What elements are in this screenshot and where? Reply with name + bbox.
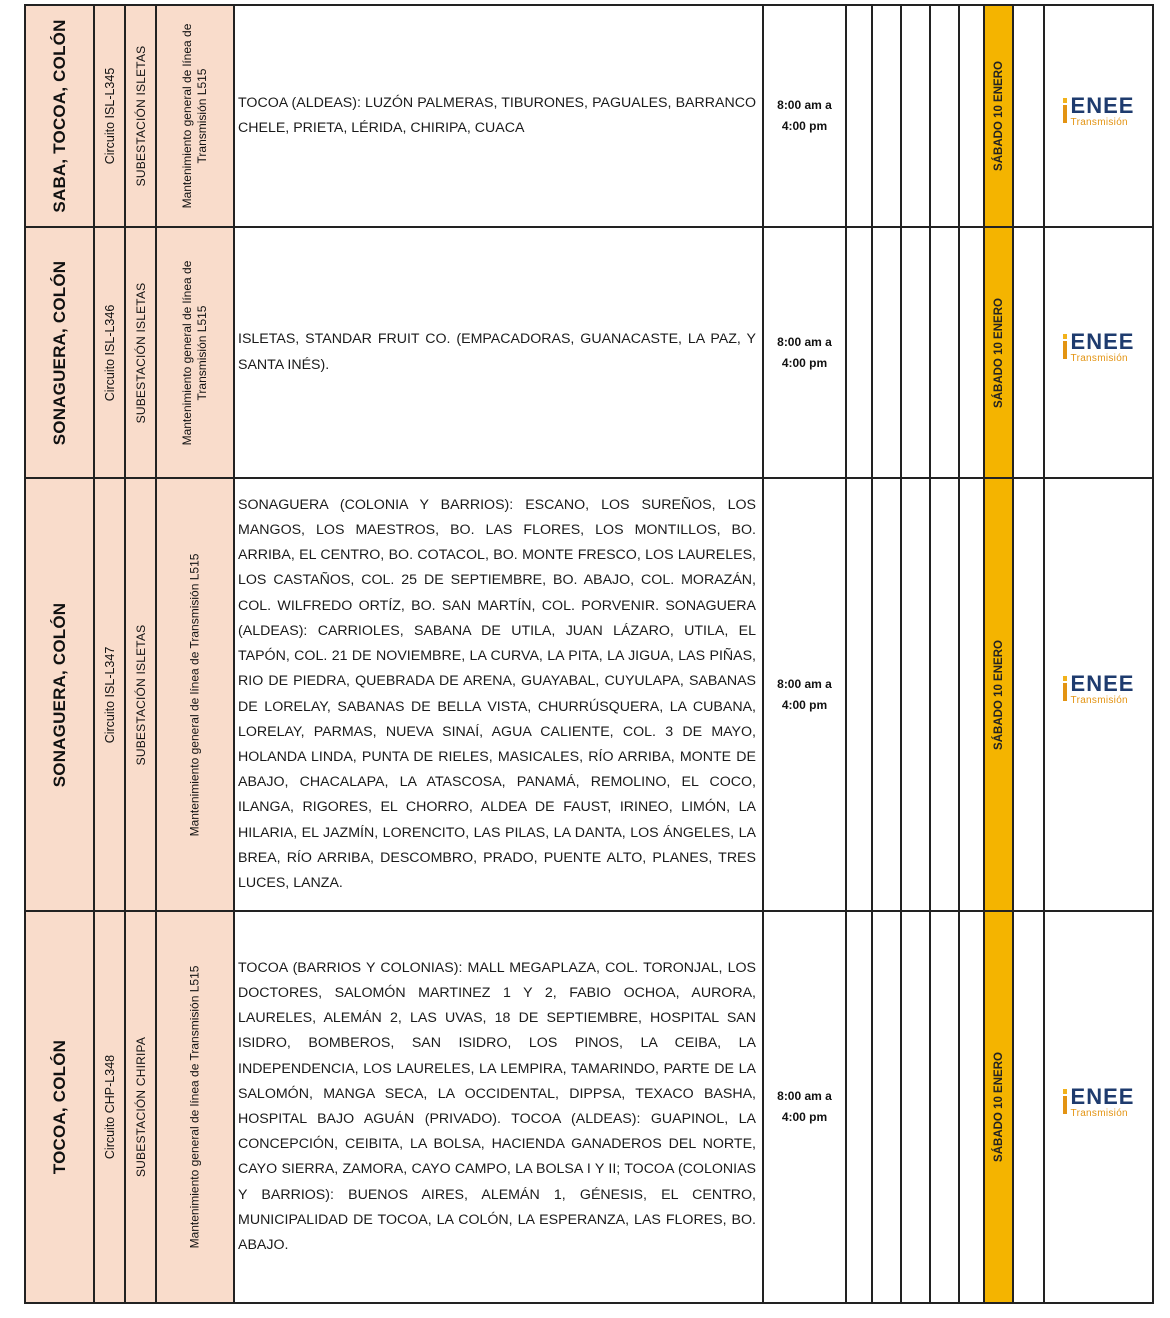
affected-sectors-text: SONAGUERA (COLONIA Y BARRIOS): ESCANO, LOS SUREÑOS, LOS MANGOS, LOS MAESTROS, BO. LAS FLORES, LOS MONTILLOS, BO. ARRIBA, EL CENTRO, BO. COTACOL, BO. MONTE FRESCO, LOS LAURELES, LOS CASTAÑOS, COL. 25 DE SEPTIEMBRE, BO. ABAJO, COL. MORAZÁN, COL. WILFREDO ORTÍZ, BO. SAN MARTÍN, COL. PORVENIR. SONAGUERA (ALDEAS): CARRIOLES, SABANA DE UTILA, JUAN LÁZARO, UTILA, EL TAPÓN, COL. 21 DE NOVIEMBRE, LA CURVA, LA PITA, LA JIGUA, LAS PIÑAS, RIO DE PIEDRA, QUEBRADA DE ARENA, GUAYABAL, CUYULAPA, SABANAS DE LORELAY, SABANAS DE BELLA VISTA, CHURRÚSQUERA, LA CUBANA, LORELAY, PARMAS, NUEVA SINAÍ, AGUA CALIENTE, COL. 3 DE MAYO, HOLANDA LINDA, PUNTA DE RIELES, MASICALES, RÍO ARRIBA, MONTE DE ABAJO, CHACALAPA, LA ATASCOSA, PANAMÁ, REMOLINO, EL COCO, ILANGA, RIGORES, EL CHORRO, ALDEA DE FAUST, IRINEO, LIMÓN, LA HILARIA, EL JAZMÍN, LORENCITO, LAS PILAS, LA DANTA, LOS ÁNGELES, LA BREA, RÍO ARRIBA, DESCOMBRO, PRADO, PUENTE ALTO, PLANES, TRES LUCES, LANZA. xyxy=(238,496,756,891)
empty-cell xyxy=(930,911,959,1303)
substation-label: SUBESTACIÓN CHIRIPA xyxy=(133,1036,148,1178)
empty-cell xyxy=(901,478,930,911)
logo-subtitle: Transmisión xyxy=(1070,1107,1128,1119)
work-description: Mantenimiento general de línea de Transmisión L515 xyxy=(180,23,209,209)
time-cell xyxy=(763,5,846,227)
time-end: 4:00 pm xyxy=(781,1110,828,1124)
time-cell xyxy=(763,911,846,1303)
circuit-label: Circuito CHP-L348 xyxy=(102,1054,117,1160)
work-description: Mantenimiento general de línea de Transmisión L515 xyxy=(180,260,209,445)
empty-cell xyxy=(959,5,984,227)
table-row xyxy=(25,911,1153,1303)
table-row xyxy=(25,478,1153,911)
empty-cell xyxy=(872,5,901,227)
time-start: 8:00 am a xyxy=(777,334,832,349)
work-cell xyxy=(156,911,234,1303)
circuit-label: Circuito ISL-L346 xyxy=(102,304,117,401)
time-start: 8:00 am a xyxy=(777,98,832,112)
substation-label: SUBESTACIÓN ISLETAS xyxy=(133,45,148,187)
region-cell xyxy=(25,227,94,478)
empty-cell xyxy=(846,5,872,227)
enee-logo-icon xyxy=(1063,1089,1067,1114)
empty-cell xyxy=(1013,227,1044,478)
circuit-cell xyxy=(94,227,125,478)
logo-subtitle: Transmisión xyxy=(1070,353,1128,364)
empty-cell xyxy=(872,911,901,1303)
empty-cell xyxy=(846,478,872,911)
sectors-cell xyxy=(234,227,763,478)
empty-cell xyxy=(1013,478,1044,911)
substation-cell xyxy=(125,227,156,478)
empty-cell xyxy=(959,478,984,911)
logo-name: ENEE xyxy=(1070,1083,1135,1109)
table-row xyxy=(25,5,1153,227)
empty-cell xyxy=(901,5,930,227)
logo-cell xyxy=(1044,478,1153,911)
logo-name: ENEE xyxy=(1070,329,1135,354)
circuit-label: Circuito ISL-L347 xyxy=(102,646,117,743)
date-label: SÁBADO 10 ENERO xyxy=(992,639,1005,750)
circuit-cell xyxy=(94,5,125,227)
enee-logo xyxy=(1045,673,1152,706)
region-label: SONAGUERA, COLÓN xyxy=(49,260,69,445)
sectors-cell xyxy=(234,5,763,227)
date-cell xyxy=(984,227,1013,478)
time-cell xyxy=(763,227,846,478)
empty-cell xyxy=(959,227,984,478)
region-cell xyxy=(25,5,94,227)
time-range xyxy=(764,1086,845,1128)
empty-cell xyxy=(872,227,901,478)
empty-cell xyxy=(901,911,930,1303)
circuit-cell xyxy=(94,478,125,911)
time-start: 8:00 am a xyxy=(777,1089,832,1103)
empty-cell xyxy=(901,227,930,478)
date-cell xyxy=(984,5,1013,227)
enee-logo xyxy=(1045,331,1152,364)
work-description: Mantenimiento general de línea de Transmisión L515 xyxy=(187,965,202,1249)
outage-schedule-table xyxy=(24,4,1154,1304)
logo-name: ENEE xyxy=(1070,92,1135,118)
empty-cell xyxy=(872,478,901,911)
date-cell xyxy=(984,911,1013,1303)
time-end: 4:00 pm xyxy=(781,697,828,712)
logo-subtitle: Transmisión xyxy=(1070,695,1128,706)
work-description: Mantenimiento general de línea de Transmisión L515 xyxy=(187,553,202,836)
region-label: TOCOA, COLÓN xyxy=(49,1039,69,1175)
work-cell xyxy=(156,478,234,911)
region-label: SONAGUERA, COLÓN xyxy=(49,602,69,787)
time-range xyxy=(764,674,845,716)
circuit-label: Circuito ISL-L345 xyxy=(102,67,117,165)
enee-logo xyxy=(1045,1083,1152,1119)
empty-cell xyxy=(846,911,872,1303)
date-cell xyxy=(984,478,1013,911)
affected-sectors-text: TOCOA (BARRIOS Y COLONIAS): MALL MEGAPLAZA, COL. TORONJAL, LOS DOCTORES, SALOMÓN MARTINEZ 1 Y 2, FABIO OCHOA, AURORA, LAURELES, ALEMÁN 2, LAS UVAS, 18 DE SEPTIEMBRE, HOSPITAL SAN ISIDRO, BOMBEROS, SAN ISIDRO, LOS PINOS, LA CEIBA, LA INDEPENDENCIA, LOS LAURELES, LA LEMPIRA, TAMARINDO, PARTE DE LA SALOMÓN, MANGA SECA, LA OCCIDENTAL, DIPPSA, TEXACO BASHA, HOSPITAL BAJO AGUÁN (PRIVADO). TOCOA (ALDEAS): GUAPINOL, LA CONCEPCIÓN, CEIBITA, LA BOLSA, HACIENDA GANADEROS DEL NORTE, CAYO SIERRA, ZAMORA, CAYO CAMPO, LA BOLSA I Y II; TOCOA (COLONIAS Y BARRIOS): BUENOS AIRES, ALEMÁN 1, GÉNESIS, EL CENTRO, MUNICIPALIDAD DE TOCOA, LA COLÓN, LA ESPERANZA, LAS FLORES, BO. ABAJO. xyxy=(238,959,756,1254)
logo-name: ENEE xyxy=(1070,671,1135,696)
logo-cell xyxy=(1044,227,1153,478)
time-end: 4:00 pm xyxy=(781,355,828,370)
enee-logo-icon xyxy=(1063,98,1067,123)
date-label: SÁBADO 10 ENERO xyxy=(992,1052,1005,1162)
work-cell xyxy=(156,5,234,227)
empty-cell xyxy=(959,911,984,1303)
substation-label: SUBESTACIÓN ISLETAS xyxy=(133,624,148,765)
enee-logo xyxy=(1045,92,1152,128)
time-cell xyxy=(763,478,846,911)
sectors-cell xyxy=(234,478,763,911)
time-range xyxy=(764,332,845,374)
enee-logo-icon xyxy=(1063,334,1067,359)
region-cell xyxy=(25,911,94,1303)
time-start: 8:00 am a xyxy=(777,676,832,691)
date-label: SÁBADO 10 ENERO xyxy=(992,61,1005,171)
affected-sectors-text: ISLETAS, STANDAR FRUIT CO. (EMPACADORAS, GUANACASTE, LA PAZ, Y SANTA INÉS). xyxy=(238,331,756,373)
circuit-cell xyxy=(94,911,125,1303)
affected-sectors-text: TOCOA (ALDEAS): LUZÓN PALMERAS, TIBURONES, PAGUALES, BARRANCO CHELE, PRIETA, LÉRIDA, CHIRIPA, CUACA xyxy=(238,94,756,136)
substation-cell xyxy=(125,5,156,227)
logo-cell xyxy=(1044,911,1153,1303)
logo-cell xyxy=(1044,5,1153,227)
table-row xyxy=(25,227,1153,478)
empty-cell xyxy=(930,478,959,911)
date-label: SÁBADO 10 ENERO xyxy=(992,297,1005,408)
sectors-cell xyxy=(234,911,763,1303)
empty-cell xyxy=(1013,5,1044,227)
logo-subtitle: Transmisión xyxy=(1070,116,1128,128)
region-label: SABA, TOCOA, COLÓN xyxy=(49,19,69,213)
substation-label: SUBESTACIÓN ISLETAS xyxy=(133,282,148,423)
region-cell xyxy=(25,478,94,911)
outage-schedule-sheet xyxy=(24,4,1152,1304)
work-cell xyxy=(156,227,234,478)
time-end: 4:00 pm xyxy=(781,119,828,133)
substation-cell xyxy=(125,478,156,911)
empty-cell xyxy=(1013,911,1044,1303)
empty-cell xyxy=(930,5,959,227)
enee-logo-icon xyxy=(1063,676,1067,701)
empty-cell xyxy=(930,227,959,478)
time-range xyxy=(764,95,845,137)
substation-cell xyxy=(125,911,156,1303)
empty-cell xyxy=(846,227,872,478)
